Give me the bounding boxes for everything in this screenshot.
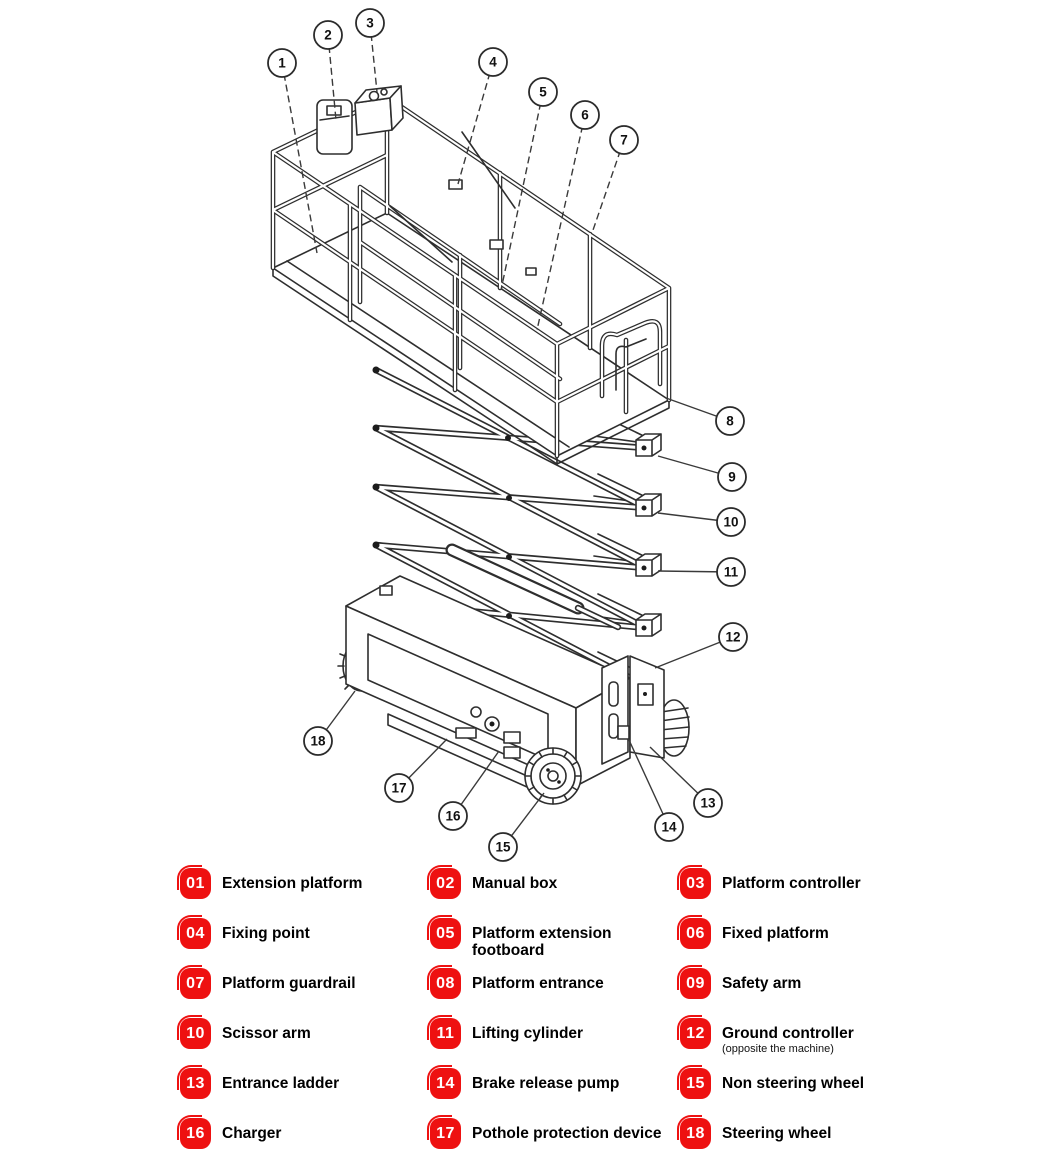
part-number-badge: 16 <box>180 1118 211 1149</box>
part-label: Brake release pump <box>472 1075 620 1092</box>
part-label: Steering wheel <box>722 1125 832 1142</box>
legend-item-07 <box>180 968 430 1018</box>
part-label: Charger <box>222 1125 282 1142</box>
callout-number: 8 <box>726 413 734 429</box>
legend-item-16 <box>180 1118 430 1166</box>
part-number-badge: 06 <box>680 918 711 949</box>
part-sublabel: (opposite the machine) <box>722 1043 834 1055</box>
part-number-badge: 13 <box>180 1068 211 1099</box>
part-label: Safety arm <box>722 975 802 992</box>
brake-release-pump-box <box>618 726 629 739</box>
callout-number: 18 <box>310 733 326 749</box>
part-label: Platform controller <box>722 875 861 892</box>
legend-item-05 <box>430 918 680 968</box>
legend-item-18 <box>680 1118 930 1166</box>
part-label: Non steering wheel <box>722 1075 865 1092</box>
part-label: Manual box <box>472 875 558 892</box>
scissor-pivot-blocks <box>636 434 661 694</box>
legend-item-12 <box>680 1018 930 1068</box>
part-label: Platform guardrail <box>222 975 356 992</box>
legend-item-14 <box>430 1068 680 1118</box>
callout-18 <box>304 691 355 755</box>
part-number-badge: 11 <box>430 1018 461 1049</box>
callout-5 <box>501 78 557 290</box>
leader-line <box>501 92 543 290</box>
callout-number: 3 <box>366 15 374 31</box>
callout-12 <box>655 623 747 668</box>
leader-line <box>282 63 317 253</box>
callout-number: 9 <box>728 469 736 485</box>
part-number-badge: 08 <box>430 968 461 999</box>
legend-item-06 <box>680 918 930 968</box>
part-number-badge: 10 <box>180 1018 211 1049</box>
platform-controller-drawing <box>355 86 403 135</box>
part-number-badge: 07 <box>180 968 211 999</box>
callout-number: 7 <box>620 132 628 148</box>
legend-item-04 <box>180 918 430 968</box>
callout-17 <box>385 739 447 802</box>
part-number-badge: 18 <box>680 1118 711 1149</box>
part-number-badge: 15 <box>680 1068 711 1099</box>
callout-15 <box>489 793 544 861</box>
part-number-badge: 05 <box>430 918 461 949</box>
part-label: Platform entrance <box>472 975 604 992</box>
leader-line <box>537 115 585 330</box>
callout-10 <box>658 508 745 536</box>
callout-number: 15 <box>495 839 511 855</box>
part-number-badge: 01 <box>180 868 211 899</box>
part-number-badge: 04 <box>180 918 211 949</box>
callout-16 <box>439 751 499 830</box>
callout-number: 17 <box>391 780 407 796</box>
part-number-badge: 17 <box>430 1118 461 1149</box>
callout-number: 4 <box>489 54 497 70</box>
legend-item-02 <box>430 868 680 918</box>
legend <box>180 868 930 1166</box>
entrance-ladder-plate <box>602 656 628 764</box>
part-label: Lifting cylinder <box>472 1025 584 1042</box>
part-number-badge: 03 <box>680 868 711 899</box>
callout-3 <box>356 9 384 92</box>
non-steering-wheel-drawing <box>525 748 581 804</box>
callout-7 <box>592 126 638 233</box>
callout-13 <box>650 747 722 817</box>
callout-number: 16 <box>445 808 461 824</box>
part-number-badge: 09 <box>680 968 711 999</box>
manual-box-drawing <box>317 100 352 154</box>
part-label: Ground controller (opposite the machine) <box>722 1025 854 1055</box>
legend-item-03 <box>680 868 930 918</box>
part-label: Fixed platform <box>722 925 829 942</box>
legend-item-09 <box>680 968 930 1018</box>
callout-number: 1 <box>278 55 286 71</box>
callout-number: 2 <box>324 27 332 43</box>
footboard-fitting <box>490 240 503 249</box>
callout-number: 5 <box>539 84 547 100</box>
legend-item-15 <box>680 1068 930 1118</box>
part-number-badge: 02 <box>430 868 461 899</box>
fixing-point-fitting <box>449 180 462 189</box>
callout-8 <box>666 398 744 435</box>
callout-11 <box>658 558 745 586</box>
callout-number: 14 <box>661 819 677 835</box>
part-label: Extension platform <box>222 875 363 892</box>
legend-item-10 <box>180 1018 430 1068</box>
chassis-top-fitting <box>380 586 392 595</box>
part-number-badge: 12 <box>680 1018 711 1049</box>
legend-item-08 <box>430 968 680 1018</box>
legend-item-11 <box>430 1018 680 1068</box>
part-label: Entrance ladder <box>222 1075 340 1092</box>
part-label: Platform extension footboard <box>472 925 612 959</box>
part-label: Pothole protection device <box>472 1125 662 1142</box>
part-label: Scissor arm <box>222 1025 311 1042</box>
legend-item-01 <box>180 868 430 918</box>
callout-number: 12 <box>725 629 741 645</box>
chassis <box>346 576 630 791</box>
callout-9 <box>658 456 746 491</box>
legend-item-17 <box>430 1118 680 1166</box>
callout-number: 11 <box>723 564 739 580</box>
callout-number: 6 <box>581 107 589 123</box>
callout-number: 10 <box>723 514 739 530</box>
part-label: Fixing point <box>222 925 310 942</box>
part-number-badge: 14 <box>430 1068 461 1099</box>
callout-number: 13 <box>700 795 716 811</box>
legend-item-13 <box>180 1068 430 1118</box>
